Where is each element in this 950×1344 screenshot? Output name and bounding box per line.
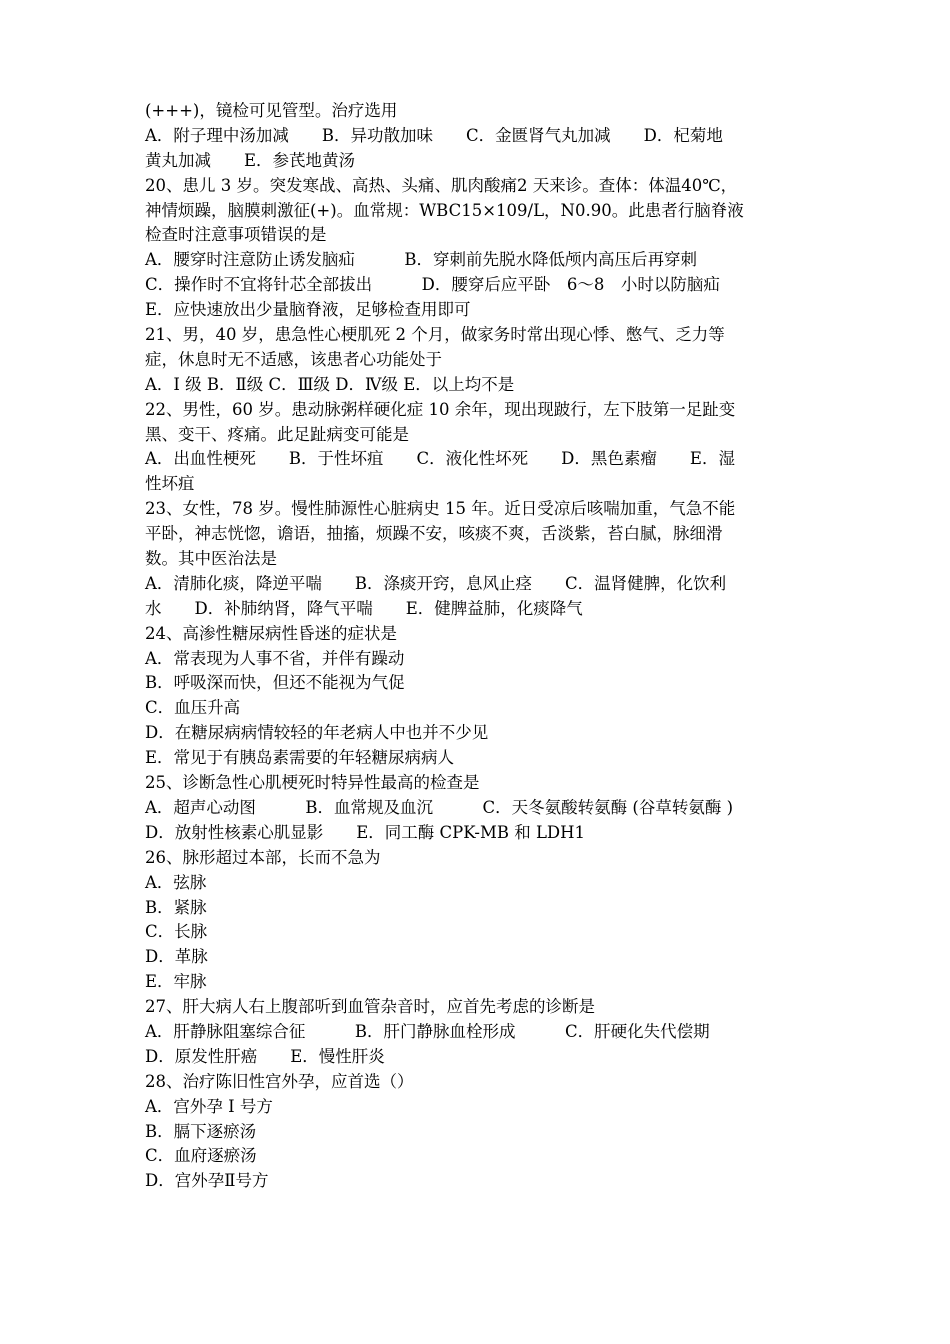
text-line: A．附子理中汤加减 B．异功散加味 C．金匮肾气丸加减 D．杞菊地 xyxy=(145,125,723,145)
text-line: 24、高渗性糖尿病性昏迷的症状是 xyxy=(145,623,397,643)
text-line: D．宫外孕Ⅱ号方 xyxy=(145,1171,269,1191)
text-line: A．清肺化痰，降逆平喘 B．涤痰开窍，息风止痉 C．温肾健脾，化饮利 xyxy=(145,573,727,593)
text-line: B．紧脉 xyxy=(145,897,207,917)
document-page xyxy=(145,99,825,1194)
text-line: 神情烦躁，脑膜刺激征(+)。血常规：WBC15×109/L，N0.90。此患者行脑脊液 xyxy=(145,200,744,220)
text-line: 22、男性，60 岁。患动脉粥样硬化症 10 余年，现出现跛行，左下肢第一足趾变 xyxy=(145,399,736,419)
text-line: E．常见于有胰岛素需要的年轻糖尿病病人 xyxy=(145,748,455,768)
text-line: 性坏疽 xyxy=(145,474,195,494)
text-line: D．革脉 xyxy=(145,947,208,967)
text-line: (+++)，镜检可见管型。治疗选用 xyxy=(145,101,398,120)
text-line: C．操作时不宜将针芯全部拔出 D．腰穿后应平卧 6～8 小时以防脑疝 xyxy=(145,275,720,295)
text-line: A．宫外孕 I 号方 xyxy=(145,1096,273,1116)
text-line: 平卧，神志恍惚，谵语，抽搐，烦躁不安，咳痰不爽，舌淡紫，苔白腻，脉细滑 xyxy=(145,524,723,544)
text-line: 20、患儿 3 岁。突发寒战、高热、头痛、肌肉酸痛2 天来诊。查体：体温40℃， xyxy=(145,175,738,195)
text-line: 黄丸加减 E．参芪地黄汤 xyxy=(145,150,356,170)
text-line: 23、女性，78 岁。慢性肺源性心脏病史 15 年。近日受凉后咳喘加重，气急不能 xyxy=(145,499,736,519)
text-line: 21、男，40 岁，患急性心梗肌死 2 个月，做家务时常出现心悸、憋气、乏力等 xyxy=(145,325,725,345)
text-line: 28、治疗陈旧性宫外孕，应首选（） xyxy=(145,1071,414,1091)
text-line: C．长脉 xyxy=(145,922,208,942)
text-line: A．常表现为人事不省，并伴有躁动 xyxy=(145,648,405,668)
text-line: 25、诊断急性心肌梗死时特异性最高的检查是 xyxy=(145,773,480,793)
text-line: 数。其中医治法是 xyxy=(145,549,277,569)
text-line: A．腰穿时注意防止诱发脑疝 B．穿刺前先脱水降低颅内高压后再穿刺 xyxy=(145,250,698,270)
text-line: C．血压升高 xyxy=(145,698,241,718)
text-line: 26、脉形超过本部，长而不急为 xyxy=(145,847,381,867)
text-line: 黑、变干、疼痛。此足趾病变可能是 xyxy=(145,424,409,444)
text-line: B．膈下逐瘀汤 xyxy=(145,1121,257,1141)
text-line: D．在糖尿病病情较轻的年老病人中也并不少见 xyxy=(145,723,489,743)
text-line: A．I 级 B．Ⅱ级 C．Ⅲ级 D．Ⅳ级 E．以上均不是 xyxy=(145,374,515,394)
text-line: 27、肝大病人右上腹部听到血管杂音时，应首先考虑的诊断是 xyxy=(145,997,595,1017)
text-line: E．牢脉 xyxy=(145,972,207,992)
text-line: A．肝静脉阻塞综合征 B．肝门静脉血栓形成 C．肝硬化失代偿期 xyxy=(145,1021,710,1041)
text-line: A．弦脉 xyxy=(145,872,207,892)
text-line: 水 D．补肺纳肾，降气平喘 E．健脾益肺，化痰降气 xyxy=(145,598,583,618)
text-line: 症，休息时无不适感，该患者心功能处于 xyxy=(145,349,442,369)
text-line: D．原发性肝癌 E．慢性肝炎 xyxy=(145,1046,385,1066)
text-line: C．血府逐瘀汤 xyxy=(145,1146,257,1166)
text-line: E．应快速放出少量脑脊液，足够检查用即可 xyxy=(145,300,471,320)
text-line: A．超声心动图 B．血常规及血沉 C．天冬氨酸转氨酶 (谷草转氨酶 ) xyxy=(145,797,734,817)
text-line: B．呼吸深而快，但还不能视为气促 xyxy=(145,673,405,693)
text-line: A．出血性梗死 B．于性坏疽 C．液化性坏死 D．黑色素瘤 E．湿 xyxy=(145,449,735,469)
text-line: 检查时注意事项错误的是 xyxy=(145,225,327,245)
text-line: D．放射性核素心肌显影 E．同工酶 CPK-MB 和 LDH1 xyxy=(145,822,586,842)
